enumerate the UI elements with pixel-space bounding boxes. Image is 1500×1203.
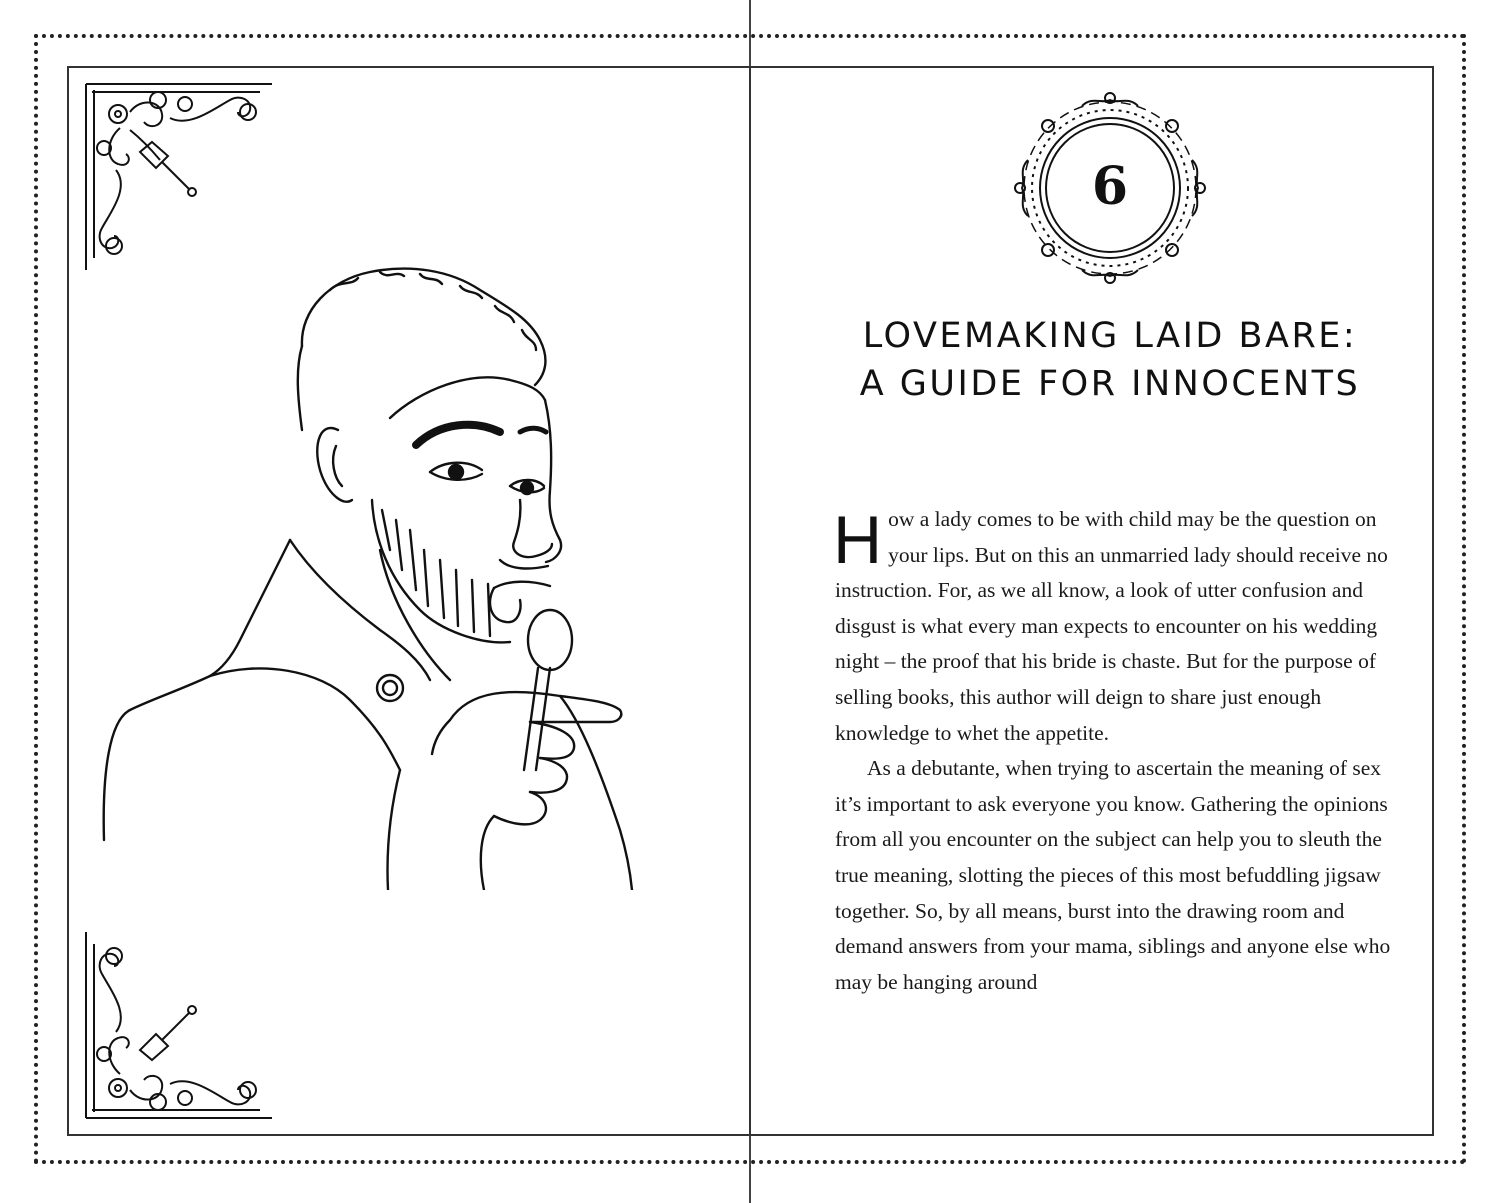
chapter-number: 6 <box>1091 156 1129 217</box>
chapter-title <box>780 312 1440 408</box>
corner-ornament-top-left-icon <box>80 78 280 278</box>
chapter-title-line-1: LOVEMAKING LAID BARE: <box>862 316 1358 356</box>
paragraph-1-text: ow a lady comes to be with child may be the question on your lips. But on this an unmarried lady should receive no instruction. For, as we all know, a look of utter confusion and disgust is what every man expects to encounter on his wedding night – the proof that his bride is chaste. But for the purpose of selling books, this author will deign to share just enough knowledge to whet the appetite. <box>835 507 1388 745</box>
chapter-body-text <box>835 502 1395 1000</box>
corner-ornament-bottom-left-icon <box>80 924 280 1124</box>
man-portrait-illustration <box>90 250 650 890</box>
chapter-title-line-2: A GUIDE FOR INNOCENTS <box>859 364 1361 404</box>
paragraph-2: As a debutante, when trying to ascertain the meaning of sex it’s important to ask everyone you know. Gathering the opinions from all you encounter on the subject can help you to sleuth the true meaning, slotting the pieces of this most befuddling jigsaw together. So, by all means, burst into the drawing room and demand answers from your mama, siblings and anyone else who may be hanging around <box>835 756 1391 994</box>
drop-cap: H <box>833 502 883 578</box>
paragraph-1 <box>835 502 1395 751</box>
